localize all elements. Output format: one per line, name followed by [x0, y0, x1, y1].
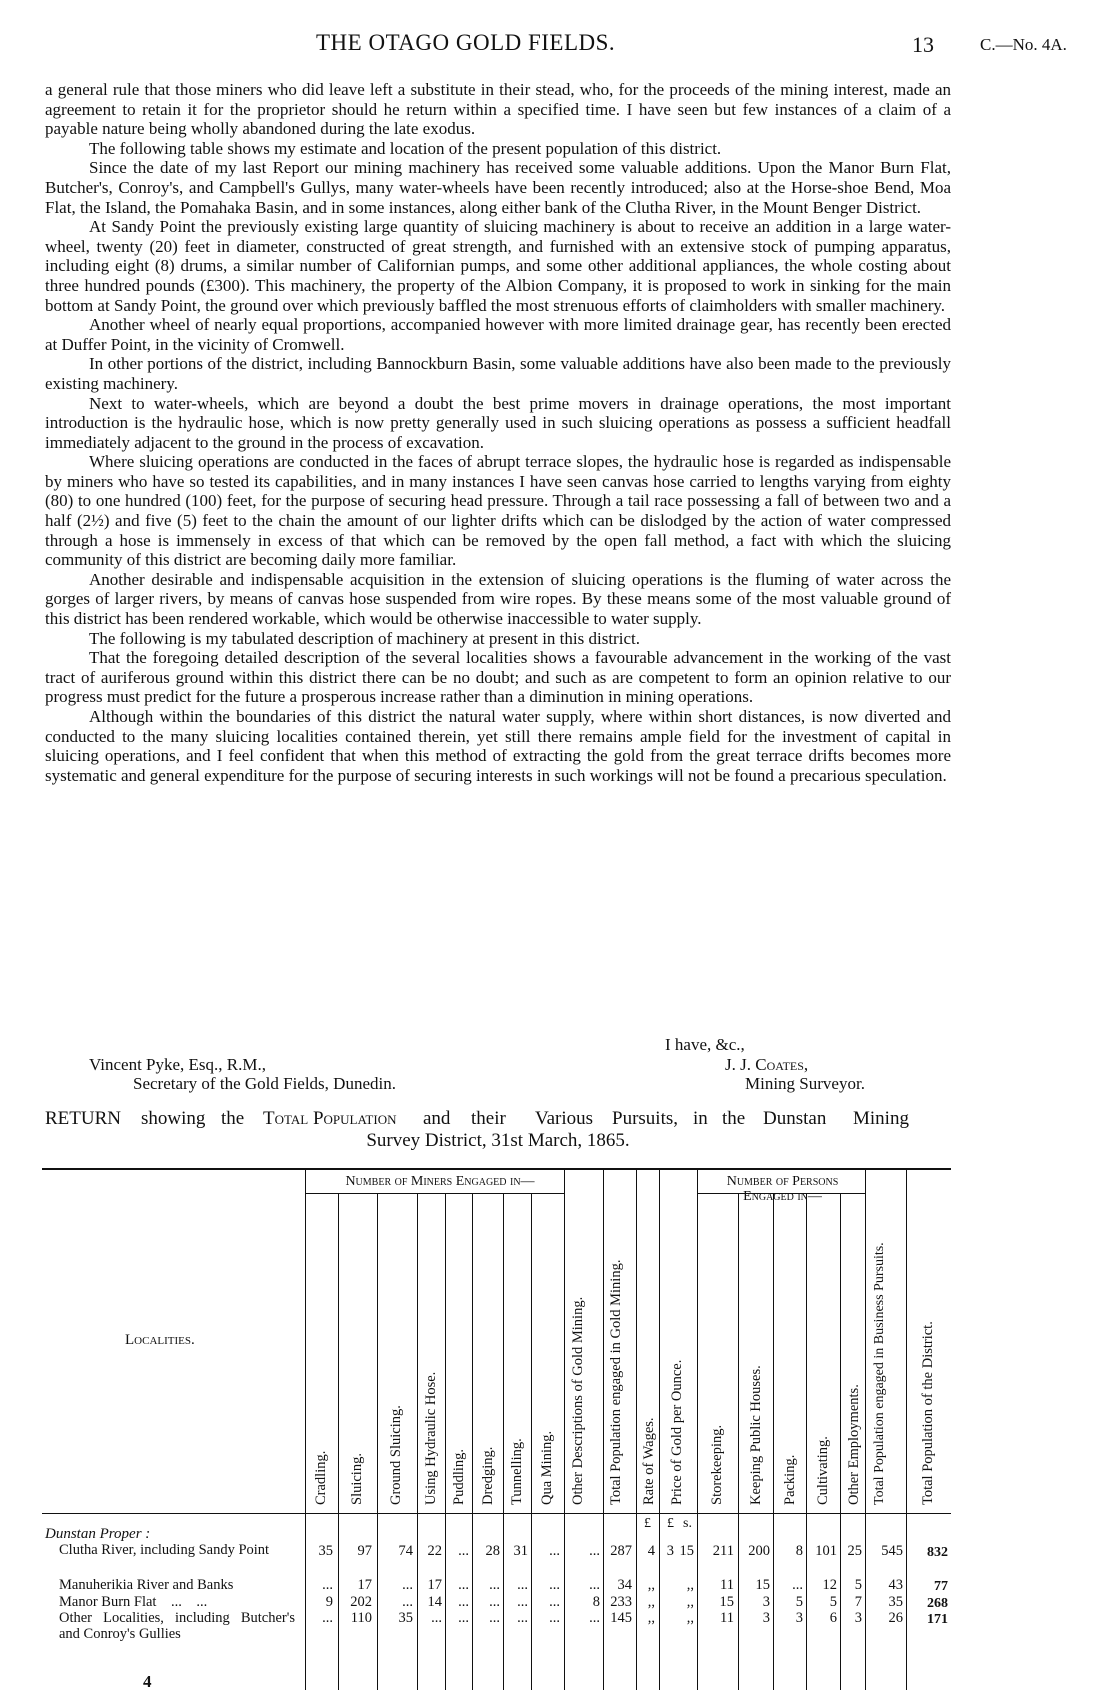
page-number: 13	[912, 32, 934, 57]
return-title-word: Mining	[853, 1108, 909, 1129]
table-cell-total: 171	[927, 1612, 948, 1627]
return-title-word: showing	[141, 1108, 206, 1129]
table-cell: 97	[357, 1543, 372, 1559]
return-title-word: in	[693, 1108, 708, 1129]
table-cell: ...	[322, 1610, 333, 1626]
table-cell: ...	[402, 1594, 413, 1610]
table-cell: ,,	[686, 1594, 694, 1610]
table-cell: ...	[517, 1610, 528, 1626]
col-puddling-header: Puddling.	[451, 1449, 467, 1505]
table-cell: 15	[679, 1543, 694, 1559]
return-title-word: their	[471, 1108, 506, 1129]
table-cell: ...	[322, 1577, 333, 1593]
section-title: Dunstan Proper :	[45, 1526, 151, 1542]
author-name: J. J. Coates,	[725, 1054, 809, 1074]
return-title-word: Pursuits,	[612, 1108, 678, 1129]
recipient-title: Secretary of the Gold Fields, Dunedin.	[133, 1074, 396, 1094]
col-dredging-header: Dredging.	[480, 1446, 496, 1505]
table-row-locality: Clutha River, including Sandy Point	[59, 1542, 270, 1558]
table-cell: 15	[755, 1577, 770, 1593]
table-cell: ...	[549, 1594, 560, 1610]
col-sluicing-header: Sluicing.	[349, 1453, 365, 1505]
table-cell: 7	[854, 1594, 862, 1610]
table-cell: 3	[666, 1543, 674, 1559]
col-storekeeping-header: Storekeeping.	[709, 1424, 725, 1505]
table-cell: 5	[795, 1594, 803, 1610]
table-cell: ...	[792, 1577, 803, 1593]
table-cell: 145	[610, 1610, 632, 1626]
table-cell: 8	[795, 1543, 803, 1559]
table-top-rule	[42, 1168, 951, 1170]
persons-group-header: Number of Persons Engaged in—	[726, 1174, 839, 1204]
recipient-name: Vincent Pyke, Esq., R.M.,	[89, 1054, 266, 1074]
paragraph: Since the date of my last Report our mining machinery has received some valuable additions. Upon the Manor Burn Flat, Butcher's, Conroy's, and Campbell's Gullys, many water-wheels have been recently introduced; also at the Horse-shoe Bend, Moa Flat, the Island, the Pomahaka Basin, and in some instances, along either bank of the Clutha River, in the Mount Benger District.	[45, 158, 951, 217]
paragraph: The following is my tabulated description of machinery at present in this district.	[89, 628, 640, 648]
table-cell: 15	[719, 1594, 734, 1610]
table-cell: 22	[427, 1543, 442, 1559]
table-cell: ...	[489, 1594, 500, 1610]
table-row-locality: Other Localities, including Butcher's and Conroy's Gullies	[59, 1610, 295, 1643]
table-cell: ...	[589, 1610, 600, 1626]
salutation: I have, &c.,	[665, 1035, 745, 1054]
column-rule	[659, 1170, 660, 1690]
table-cell: 43	[888, 1577, 903, 1593]
footnote-mark: 4	[143, 1672, 152, 1691]
table-cell: 9	[325, 1594, 333, 1610]
table-cell: ...	[458, 1543, 469, 1559]
table-cell: 110	[350, 1610, 372, 1626]
col-hydraulic-hose-header: Using Hydraulic Hose.	[423, 1371, 439, 1505]
table-cell: 101	[815, 1543, 837, 1559]
table-cell: 12	[822, 1577, 837, 1593]
col-quartz-mining-header: Qua Mining.	[539, 1430, 555, 1505]
table-cell: 200	[748, 1543, 770, 1559]
col-other-employments-header: Other Employments.	[846, 1384, 862, 1505]
table-cell: 35	[888, 1594, 903, 1610]
col-tunnelling-header: Tunnelling.	[509, 1438, 525, 1505]
table-cell: ...	[549, 1543, 560, 1559]
table-cell: 74	[398, 1543, 413, 1559]
table-cell: 11	[720, 1610, 734, 1626]
table-cell: ...	[458, 1610, 469, 1626]
table-cell: 5	[829, 1594, 837, 1610]
localities-header: Localities.	[125, 1332, 195, 1348]
table-cell: ...	[458, 1594, 469, 1610]
document-code: C.—No. 4A.	[980, 35, 1067, 54]
table-cell: ...	[589, 1577, 600, 1593]
table-cell: 25	[847, 1543, 862, 1559]
table-cell: ...	[489, 1610, 500, 1626]
table-cell: 35	[318, 1543, 333, 1559]
price-unit-pounds: £	[667, 1516, 674, 1531]
table-cell: ,,	[647, 1594, 655, 1610]
return-title-word: RETURN	[45, 1108, 121, 1129]
table-cell: ...	[549, 1610, 560, 1626]
table-cell: ...	[549, 1577, 560, 1593]
return-title-word: the	[722, 1108, 746, 1129]
table-cell: ...	[458, 1577, 469, 1593]
paragraph: Another wheel of nearly equal proportions, accompanied however with more limited drainage gear, has recently been erected at Duffer Point, in the vicinity of Cromwell.	[45, 315, 951, 354]
table-cell: 545	[881, 1543, 903, 1559]
table-cell: 8	[592, 1594, 600, 1610]
table-cell: 28	[485, 1543, 500, 1559]
paragraph: a general rule that those miners who did leave left a substitute in their stead, who, for the proceeds of the mining interest, made an agreement to retain it for the proprietor should he return within a specified time. I have seen but few instances of a claim of a payable nature being wholly abandoned during the late exodus.	[45, 80, 951, 139]
return-title-word: Dunstan	[763, 1108, 827, 1129]
table-cell: 31	[513, 1543, 528, 1559]
miners-group-header: Number of Miners Engaged in—	[345, 1174, 535, 1189]
table-cell: 233	[610, 1594, 632, 1610]
table-cell: ...	[589, 1543, 600, 1559]
table-cell: 211	[712, 1543, 734, 1559]
author-title: Mining Surveyor.	[745, 1074, 865, 1094]
table-cell: 35	[398, 1610, 413, 1626]
table-cell: 17	[427, 1577, 442, 1593]
page-title: THE OTAGO GOLD FIELDS.	[316, 30, 616, 55]
table-cell: ...	[431, 1610, 442, 1626]
table-cell: ...	[517, 1577, 528, 1593]
col-packing-header: Packing.	[782, 1454, 798, 1505]
table-row-locality: Manor Burn Flat ... ...	[59, 1594, 208, 1610]
table-row-locality: Manuherikia River and Banks	[59, 1577, 234, 1593]
paragraph: That the foregoing detailed description of the several localities shows a favourable advancement in the working of the vast tract of auriferous ground within this district there can be no doubt; and such as are competent to form an opinion relative to our progress must predict for the future a prosperous increase rather than a diminution in mining operations.	[45, 648, 951, 707]
paragraph: Where sluicing operations are conducted in the faces of abrupt terrace slopes, the hydraulic hose is regarded as indispensable by miners who have so tested its capabilities, and in many instances I have seen canvas hose carried to lengths varying from eighty (80) to one hundred (100) feet, for the purpose of securing head pressure. Through a tail race possessing a fall of between two and a half (2½) and five (5) feet to the chain the amount of our lighter drifts which can be dislodged by the action of water compressed through a hose is immensely in excess of that which can be removed by the open fall method, a fact with which the sluicing community of this district are becoming daily more familiar.	[45, 452, 951, 570]
paragraph: Although within the boundaries of this district the natural water supply, where within short distances, is now diverted and conducted to the many sluicing localities contained therein, yet still there remains ample field for the investment of capital in sluicing operations, and I feel confident that when this method of extracting the gold from the great terrace drifts becomes more systematic and general expenditure for the purpose of securing interests in such workings will not be found a precarious speculation.	[45, 707, 951, 785]
table-cell: 4	[647, 1543, 655, 1559]
group-rule-miners	[305, 1193, 564, 1194]
col-ground-sluicing-header: Ground Sluicing.	[388, 1405, 404, 1505]
table-cell: ...	[489, 1577, 500, 1593]
table-cell: 34	[617, 1577, 632, 1593]
paragraph: At Sandy Point the previously existing large quantity of sluicing machinery is about to receive an addition in a large water-wheel, twenty (20) feet in diameter, constructed of great strength, and furnished with an extensive stock of pumping apparatus, including eight (8) drums, a similar number of Californian pumps, and some other additional appliances, the whole costing about three hundred pounds (£300). This machinery, the property of the Albion Company, it is proposed to work in sinking for the main bottom at Sandy Point, the ground over which previously baffled the most strenuous efforts of claimholders with smaller machinery.	[45, 217, 951, 315]
return-title-word: Total Population	[263, 1108, 397, 1129]
paragraph: Another desirable and indispensable acquisition in the extension of sluicing operations is the fluming of water across the gorges of larger rivers, by means of canvas hose suspended from wire ropes. By these means some of the most valuable ground of this district has been rendered workable, which would be otherwise inaccessible to water supply.	[45, 569, 951, 629]
table-cell: ,,	[647, 1577, 655, 1593]
table-cell-total: 832	[927, 1545, 948, 1560]
table-cell: 6	[829, 1610, 837, 1626]
col-gold-price-header: Price of Gold per Ounce.	[669, 1359, 685, 1505]
table-cell: 11	[720, 1577, 734, 1593]
table-cell: 14	[427, 1594, 442, 1610]
table-cell: ,,	[647, 1610, 655, 1626]
table-cell: 3	[762, 1594, 770, 1610]
col-total-business-header: Total Population engaged in Business Pursuits.	[872, 1242, 887, 1505]
header-bottom-rule	[42, 1513, 951, 1514]
col-public-houses-header: Keeping Public Houses.	[748, 1365, 764, 1505]
paragraph: In other portions of the district, including Bannockburn Basin, some valuable additions have also been made to the previously existing machinery.	[45, 354, 951, 393]
col-total-gold-header: Total Population engaged in Gold Mining.	[608, 1259, 624, 1505]
table-cell: ,,	[686, 1610, 694, 1626]
return-title-word: Various	[535, 1108, 594, 1129]
table-cell: 5	[854, 1577, 862, 1593]
price-unit-shillings: s.	[683, 1516, 692, 1531]
table-cell: 3	[795, 1610, 803, 1626]
table-cell-total: 77	[934, 1579, 948, 1594]
col-other-gold-header: Other Descriptions of Gold Mining.	[570, 1296, 586, 1505]
return-title-word: the	[221, 1108, 245, 1129]
table-cell: 202	[350, 1594, 372, 1610]
table-cell: 3	[762, 1610, 770, 1626]
col-cultivating-header: Cultivating.	[815, 1436, 831, 1505]
return-title-word: and	[423, 1108, 451, 1129]
col-cradling-header: Cradling.	[313, 1450, 329, 1505]
table-cell: 26	[888, 1610, 903, 1626]
col-total-district-header: Total Population of the District.	[920, 1321, 936, 1505]
table-cell: ...	[517, 1594, 528, 1610]
table-cell-total: 268	[927, 1596, 948, 1611]
col-wages-header: Rate of Wages.	[641, 1417, 657, 1505]
table-cell: 17	[357, 1577, 372, 1593]
return-subtitle: Survey District, 31st March, 1865.	[366, 1130, 630, 1151]
wages-unit: £	[644, 1516, 651, 1531]
table-cell: ,,	[686, 1577, 694, 1593]
paragraph: The following table shows my estimate and location of the present population of this district.	[89, 138, 722, 158]
paragraph: Next to water-wheels, which are beyond a doubt the best prime movers in drainage operations, the most important introduction is the hydraulic hose, which is now pretty generally used in such sluicing operations as possess a sufficient headfall immediately adjacent to the ground in the process of excavation.	[45, 393, 951, 452]
table-cell: 287	[610, 1543, 632, 1559]
table-cell: ...	[402, 1577, 413, 1593]
table-cell: 3	[854, 1610, 862, 1626]
